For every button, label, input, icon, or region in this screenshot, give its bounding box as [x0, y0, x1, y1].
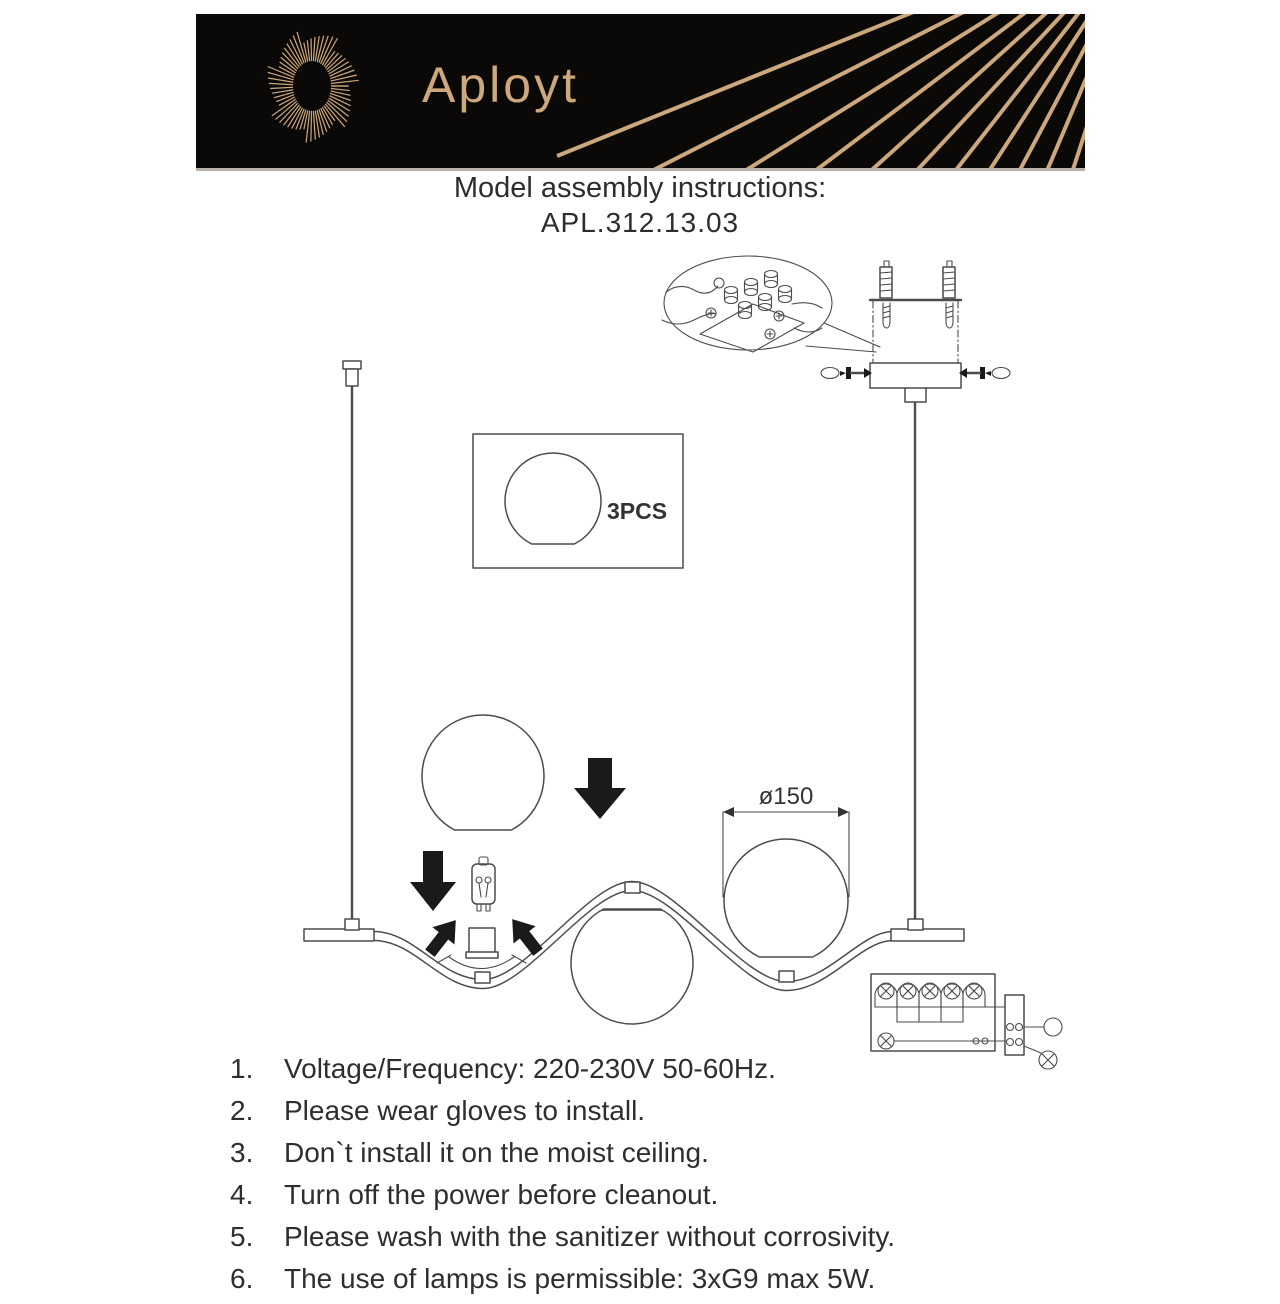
right-suspension-drawing	[870, 300, 964, 941]
item-number: 3.	[230, 1137, 254, 1168]
rail-clip-drawing	[475, 972, 490, 983]
mounting-screws-drawing	[880, 261, 955, 328]
wall-anchor-icon	[880, 261, 892, 298]
side-screw-right-drawing	[959, 367, 1010, 379]
item-text: Voltage/Frequency: 220-230V 50-60Hz.	[284, 1053, 776, 1084]
glass-sphere-drawing	[422, 715, 544, 830]
glass-sphere-icon	[505, 453, 601, 544]
terminal-block-callout	[662, 256, 880, 352]
item-text: Please wash with the sanitizer without corrosivity.	[284, 1221, 896, 1252]
feed-lamp-symbol	[878, 1033, 1005, 1049]
wall-anchor-icon	[943, 261, 955, 298]
ring-symbol	[1044, 1018, 1062, 1036]
parts-count-label: 3PCS	[607, 498, 668, 524]
list-item	[230, 1262, 1130, 1295]
lamp-symbols	[875, 983, 985, 1007]
list-item	[230, 1052, 1130, 1085]
screw-icon	[883, 303, 890, 328]
g9-bulb-icon	[472, 857, 495, 911]
down-arrow-icon	[574, 758, 626, 819]
item-number: 2.	[230, 1095, 254, 1126]
model-number: APL.312.13.03	[540, 207, 740, 238]
item-number: 6.	[230, 1263, 254, 1294]
down-arrow-icon	[410, 851, 456, 911]
brand-name: Aployt	[422, 57, 579, 113]
left-suspension-drawing	[304, 361, 374, 941]
list-item	[230, 1220, 1130, 1253]
item-text: The use of lamps is permissible: 3xG9 max 5W.	[284, 1263, 876, 1294]
wires-icon	[662, 286, 822, 332]
screw-icon	[946, 303, 953, 328]
terminal-strip-drawing	[1005, 995, 1024, 1055]
wiring-bus-lines	[875, 1007, 1005, 1022]
dimensioned-sphere-drawing	[723, 783, 849, 982]
page-title: Model assembly instructions:	[453, 172, 827, 204]
item-text: Please wear gloves to install.	[284, 1095, 646, 1126]
diameter-label: ø150	[758, 783, 814, 810]
instructions-list	[230, 1052, 1130, 1304]
item-number: 1.	[230, 1053, 254, 1084]
list-item	[230, 1178, 1130, 1211]
item-text: Don`t install it on the moist ceiling.	[284, 1137, 709, 1168]
item-text: Turn off the power before cleanout.	[284, 1179, 719, 1210]
side-screw-left-drawing	[821, 367, 872, 379]
list-item	[230, 1094, 1130, 1127]
parts-count-box	[473, 434, 683, 568]
item-number: 4.	[230, 1179, 254, 1210]
item-number: 5.	[230, 1221, 254, 1252]
list-item	[230, 1136, 1130, 1169]
